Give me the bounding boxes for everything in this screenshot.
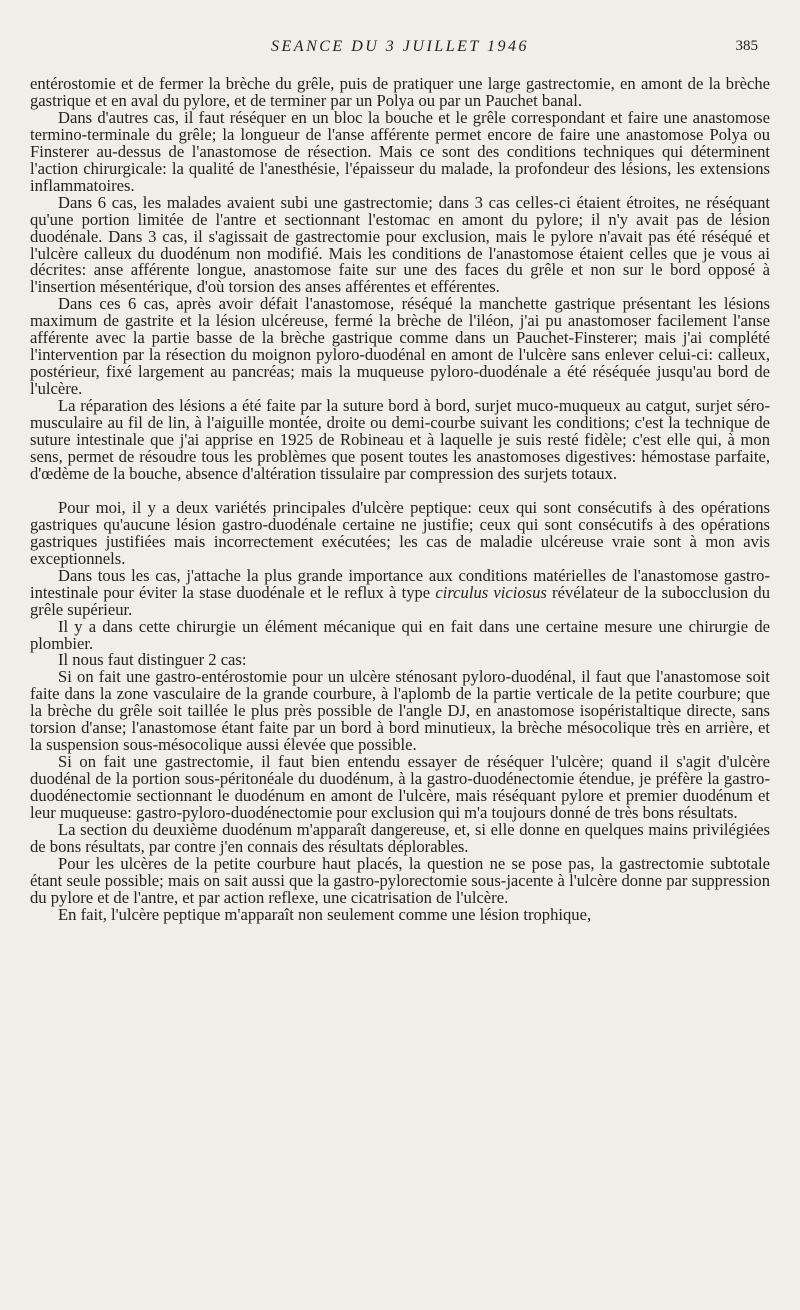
- paragraph: Il nous faut distinguer 2 cas:: [58, 650, 247, 670]
- running-title: SEANCE DU 3 JUILLET 1946: [271, 38, 529, 55]
- paragraph: Pour les ulcères de la petite courbure haut placés, la question ne se pose pas, la gastrectomie subtotale étant seule possible; mais on sait aussi que la gastro-pylorectomie sous-jacente à l'ulcère donne par suppression du pylore et de l'antre, et par action reflexe, une cicatrisation de l'ulcère.: [30, 853, 770, 907]
- italic-phrase: circulus viciosus: [435, 582, 547, 602]
- page-number: 385: [735, 38, 758, 54]
- paragraph: Dans d'autres cas, il faut réséquer en un bloc la bouche et le grêle correspondant et faire une anastomose termino-terminale du grêle; la longueur de l'anse afférente permet encore de faire une anastomose Polya ou Finsterer au-dessus de l'anastomose de résection. Mais ce sont des conditions techniques qui déterminent l'action chirurgicale: la qualité de l'anesthésie, l'épaisseur du malade, la profondeur des lésions, les extensions inflammatoires.: [30, 107, 770, 195]
- paragraph: entérostomie et de fermer la brèche du grêle, puis de pratiquer une large gastrectomie, en amont de la brèche gastrique et en aval du pylore, et de terminer par un Polya ou par un Pauchet banal.: [30, 74, 770, 110]
- paragraph: Si on fait une gastro-entérostomie pour un ulcère sténosant pyloro-duodénal, il faut que l'anastomose soit faite dans la zone vasculaire de la grande courbure, à l'aplomb de la partie verticale de la petite courbure; que la brèche du grêle soit taillée le plus près possible de l'angle DJ, en anastomose isopéristaltique directe, sans torsion d'anse; l'anastomose étant faite par un bord à bord minutieux, la brèche mésocolique très en arrière, et la suspension sous-mésocolique aussi élevée que possible.: [30, 667, 770, 755]
- paragraph: La section du deuxième duodénum m'apparaît dangereuse, et, si elle donne en quelques mains privilégiées de bons résultats, par contre j'en connais des résultats déplorables.: [30, 819, 770, 856]
- paragraph: Si on fait une gastrectomie, il faut bien entendu essayer de réséquer l'ulcère; quand il s'agit d'ulcère duodénal de la portion sous-péritonéale du duodénum, à la gastro-duodénectomie étendue, je préfère la gastro-duodénectomie sectionnant le duodénum en amont de l'ulcère, mais réséquant pylore et premier duodénum et leur muqueuse: gastro-pyloro-duodénectomie pour exclusion qui m'a toujours donné de très bons résultats.: [30, 752, 770, 823]
- paragraph-part: Dans tous les cas, j'attache la plus grande importance aux conditions matérielles de l'anastomose gastro-intestinale pour éviter la stase duodénale et le reflux à type: [30, 565, 770, 602]
- paragraph: Dans ces 6 cas, après avoir défait l'anastomose, réséqué la manchette gastrique présentant les lésions maximum de gastrite et la lésion ulcéreuse, fermé la brèche de l'iléon, j'ai pu anastomoser facilement l'anse afférente avec la partie basse de la brèche gastrique comme dans un Pauchet-Finsterer; mais j'ai complété l'intervention par la résection du moignon pyloro-duodénal en amont de l'ulcère sans enlever celui-ci: calleux, postérieur, fixé largement au pancréas; mais la muqueuse pyloro-duodénale a été réséquée jusqu'au bord de l'ulcère.: [30, 294, 770, 399]
- page-header: [30, 38, 770, 62]
- paragraph: Pour moi, il y a deux variétés principales d'ulcère peptique: ceux qui sont consécutifs à des opérations gastriques qu'aucune lésion gastro-duodénale certaine ne justifie; ceux qui sont consécutifs à des opérations gastriques justifiées mais incorrectement exécutées; les cas de maladie ulcéreuse vraie sont à mon avis exceptionnels.: [30, 497, 770, 568]
- paragraph: Dans 6 cas, les malades avaient subi une gastrectomie; dans 3 cas celles-ci étaient étroites, ne réséquant qu'une portion limitée de l'antre et sectionnant l'estomac en amont du pylore; il n'y avait pas de lésion duodénale. Dans 3 cas, il s'agissait de gastrectomie pour exclusion, mais le pylore n'avait pas été réséqué et l'ulcère calleux du duodénum non modifié. Mais les conditions de l'anastomose étaient celles que je vous ai décrites: anse afférente longue, anastomose faite sur une des faces du grêle et non sur le bord opposé à l'insertion mésentérique, d'où torsion des anses afférentes et efférentes.: [30, 192, 770, 297]
- paragraph: Il y a dans cette chirurgie un élément mécanique qui en fait dans une certaine mesure une chirurgie de plombier.: [30, 616, 770, 653]
- paragraph-with-italic: [30, 565, 770, 619]
- paragraph: En fait, l'ulcère peptique m'apparaît non seulement comme une lésion trophique,: [58, 904, 592, 924]
- paragraph: La réparation des lésions a été faite par la suture bord à bord, surjet muco-muqueux au catgut, surjet séro-musculaire au fil de lin, à l'aiguille montée, droite ou demi-courbe suivant les conditions; c'est la technique de suture intestinale que j'ai apprise en 1925 de Robineau et à laquelle je suis resté fidèle; c'est elle qui, à mon sens, permet de résoudre tous les problèmes que posent toutes les anastomoses digestives: hémostase parfaite, d'œdème de la bouche, absence d'altération tissulaire par compression des surjets totaux.: [30, 396, 770, 483]
- body-text: [30, 76, 770, 924]
- paragraph-part: révélateur de la subocclusion du grêle supérieur.: [30, 582, 770, 619]
